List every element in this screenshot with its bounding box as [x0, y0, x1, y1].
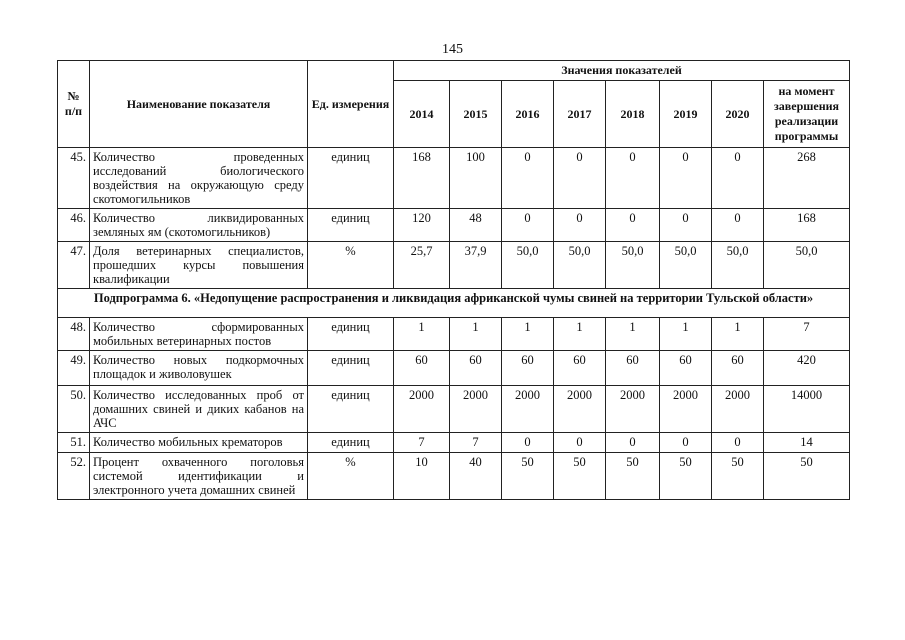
row-number: 52. [58, 453, 90, 500]
year-value: 2000 [554, 386, 606, 433]
row-number: 49. [58, 351, 90, 386]
year-value: 50 [606, 453, 660, 500]
year-value: 1 [606, 318, 660, 351]
year-value: 50 [502, 453, 554, 500]
year-value: 50,0 [660, 242, 712, 289]
year-value: 2000 [502, 386, 554, 433]
year-value: 0 [502, 209, 554, 242]
year-value: 50 [554, 453, 606, 500]
year-value: 60 [712, 351, 764, 386]
year-value: 1 [450, 318, 502, 351]
unit-of-measure: единиц [308, 386, 394, 433]
year-value: 0 [502, 148, 554, 209]
year-value: 100 [450, 148, 502, 209]
year-value: 2000 [450, 386, 502, 433]
unit-of-measure: единиц [308, 209, 394, 242]
row-number: 45. [58, 148, 90, 209]
year-value: 60 [606, 351, 660, 386]
year-value: 1 [554, 318, 606, 351]
header-year: 2019 [660, 81, 712, 148]
table-row [58, 148, 850, 209]
table-row [58, 351, 850, 386]
year-value: 1 [394, 318, 450, 351]
year-value: 2000 [394, 386, 450, 433]
indicator-name: Количество сформированных мобильных ветеринарных постов [90, 318, 308, 351]
year-value: 0 [502, 433, 554, 453]
year-value: 48 [450, 209, 502, 242]
table-row [58, 209, 850, 242]
year-value: 50,0 [502, 242, 554, 289]
page-number: 145 [442, 42, 463, 57]
year-value: 2000 [712, 386, 764, 433]
row-number: 51. [58, 433, 90, 453]
year-value: 25,7 [394, 242, 450, 289]
year-value: 7 [394, 433, 450, 453]
subprogram-section [58, 289, 850, 318]
indicators-table [57, 60, 850, 500]
year-value: 1 [502, 318, 554, 351]
indicator-name: Количество ликвидированных земляных ям (скотомогильников) [90, 209, 308, 242]
year-value: 0 [712, 209, 764, 242]
year-value: 60 [502, 351, 554, 386]
unit-of-measure: единиц [308, 318, 394, 351]
year-value: 168 [394, 148, 450, 209]
year-value: 0 [660, 209, 712, 242]
year-value: 7 [450, 433, 502, 453]
header-year: 2018 [606, 81, 660, 148]
year-value: 37,9 [450, 242, 502, 289]
header-year: 2015 [450, 81, 502, 148]
indicator-name: Количество новых подкормочных площадок и живоловушек [90, 351, 308, 386]
unit-of-measure: единиц [308, 433, 394, 453]
year-value: 120 [394, 209, 450, 242]
header-name: Наименование показателя [90, 61, 308, 148]
year-value: 0 [606, 148, 660, 209]
unit-of-measure: % [308, 242, 394, 289]
final-value: 168 [764, 209, 850, 242]
header-row-top [58, 61, 850, 81]
year-value: 0 [712, 148, 764, 209]
table-body-before-subprogram [58, 148, 850, 289]
year-value: 60 [554, 351, 606, 386]
indicator-name: Количество мобильных крематоров [90, 433, 308, 453]
year-value: 0 [606, 433, 660, 453]
year-value: 0 [554, 148, 606, 209]
indicator-name: Количество проведенных исследований биологического воздействия на окружающую среду скотомогильников [90, 148, 308, 209]
table-row [58, 318, 850, 351]
year-value: 60 [660, 351, 712, 386]
header-values-group: Значения показателей [394, 61, 850, 81]
year-value: 40 [450, 453, 502, 500]
year-value: 50 [660, 453, 712, 500]
final-value: 7 [764, 318, 850, 351]
unit-of-measure: % [308, 453, 394, 500]
row-number: 50. [58, 386, 90, 433]
header-year: 2020 [712, 81, 764, 148]
year-value: 50,0 [606, 242, 660, 289]
year-value: 0 [554, 209, 606, 242]
final-value: 14 [764, 433, 850, 453]
year-value: 10 [394, 453, 450, 500]
year-value: 1 [712, 318, 764, 351]
header-final: на момент завершения реализации программы [764, 81, 850, 148]
year-value: 50,0 [554, 242, 606, 289]
subprogram-row [58, 289, 850, 318]
unit-of-measure: единиц [308, 351, 394, 386]
indicator-name: Доля ветеринарных специалистов, прошедших курсы повышения квалификации [90, 242, 308, 289]
row-number: 48. [58, 318, 90, 351]
table-row [58, 453, 850, 500]
final-value: 14000 [764, 386, 850, 433]
year-value: 60 [394, 351, 450, 386]
row-number: 47. [58, 242, 90, 289]
header-num: № п/п [58, 61, 90, 148]
year-value: 2000 [606, 386, 660, 433]
final-value: 268 [764, 148, 850, 209]
final-value: 420 [764, 351, 850, 386]
year-value: 2000 [660, 386, 712, 433]
subprogram-title: Подпрограмма 6. «Недопущение распространения и ликвидация африканской чумы свиней на территории Тульской области» [58, 289, 850, 318]
table-row [58, 242, 850, 289]
year-value: 0 [606, 209, 660, 242]
header-year: 2016 [502, 81, 554, 148]
year-value: 60 [450, 351, 502, 386]
year-value: 0 [660, 148, 712, 209]
year-value: 0 [712, 433, 764, 453]
final-value: 50 [764, 453, 850, 500]
indicator-name: Процент охваченного поголовья системой идентификации и электронного учета домашних свиней [90, 453, 308, 500]
header-unit: Ед. измерения [308, 61, 394, 148]
table-row [58, 433, 850, 453]
header-year: 2017 [554, 81, 606, 148]
row-number: 46. [58, 209, 90, 242]
year-value: 0 [660, 433, 712, 453]
table-row [58, 386, 850, 433]
final-value: 50,0 [764, 242, 850, 289]
year-value: 50 [712, 453, 764, 500]
year-value: 50,0 [712, 242, 764, 289]
table-body-after-subprogram [58, 318, 850, 500]
header-year: 2014 [394, 81, 450, 148]
indicator-name: Количество исследованных проб от домашних свиней и диких кабанов на АЧС [90, 386, 308, 433]
year-value: 0 [554, 433, 606, 453]
unit-of-measure: единиц [308, 148, 394, 209]
year-value: 1 [660, 318, 712, 351]
